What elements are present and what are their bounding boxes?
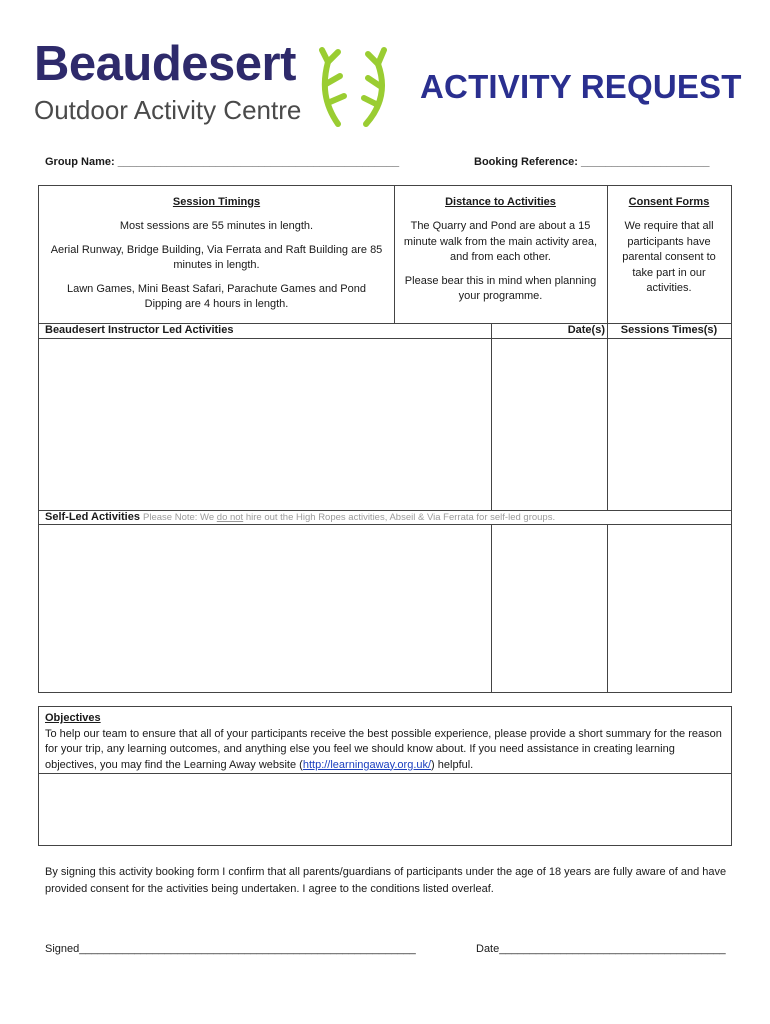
distance-text: [399, 219, 602, 313]
self-led-dates-cell[interactable]: [492, 525, 607, 692]
consent-forms-text: We require that all participants have parental consent to take part in our activities.: [622, 220, 716, 294]
session-timings-p1: Most sessions are 55 minutes in length.: [119, 220, 314, 232]
group-name-field[interactable]: Group Name: ______________________________________________: [45, 156, 400, 168]
form-title: ACTIVITY REQUEST: [420, 68, 742, 105]
session-timings-text: [47, 219, 386, 321]
session-timings-p3: Lawn Games, Mini Beast Safari, Parachute Games and Pond Dipping are 4 hours in length.: [67, 282, 366, 310]
logo-subtitle: Outdoor Activity Centre: [34, 95, 302, 125]
distance-p1: The Quarry and Pond are about a 15 minute walk from the main activity area, and from each other.: [403, 220, 598, 263]
self-led-times-cell[interactable]: [608, 525, 731, 692]
self-led-heading-row: [45, 511, 555, 523]
consent-forms-heading: Consent Forms: [628, 196, 710, 208]
session-timings-p2: Aerial Runway, Bridge Building, Via Ferrata and Raft Building are 85 minutes in length.: [50, 243, 383, 271]
signature-field[interactable]: Signed_______________________________________________________: [45, 943, 416, 955]
objectives-heading: Objectives: [45, 712, 101, 724]
distance-p2: Please bear this in mind when planning your programme.: [404, 274, 597, 302]
objectives-text-end: ) helpful.: [431, 758, 474, 771]
logo-wordmark: Beaudesert: [34, 37, 296, 91]
self-led-note-suffix: hire out the High Ropes activities, Abseil & Via Ferrata for self-led groups.: [243, 512, 556, 523]
session-timings-heading: Session Timings: [172, 196, 261, 208]
dates-column-header: Date(s): [567, 324, 605, 336]
activities-table: [38, 185, 732, 693]
objectives-description: [45, 711, 727, 773]
distance-heading: Distance to Activities: [445, 196, 556, 208]
learning-away-link[interactable]: http://learningaway.org.uk/: [302, 758, 432, 771]
self-led-heading: Self-Led Activities: [45, 511, 140, 523]
self-led-note-emphasis: do not: [216, 512, 244, 523]
objectives-box: [38, 706, 732, 846]
instructor-times-cell[interactable]: [608, 339, 731, 510]
booking-reference-field[interactable]: Booking Reference: _____________________: [474, 156, 710, 168]
session-times-column-header: Sessions Times(s): [620, 324, 718, 336]
objectives-input-area[interactable]: [39, 774, 731, 845]
date-field[interactable]: Date_____________________________________: [476, 943, 726, 955]
instructor-dates-cell[interactable]: [492, 339, 607, 510]
self-led-activities-cell[interactable]: [39, 525, 491, 692]
consent-declaration: By signing this activity booking form I confirm that all parents/guardians of participants under the age of 18 years are fully aware of and have provided consent for the activities being undertaken. I agree to the conditions listed overleaf.: [45, 866, 727, 895]
self-led-note-prefix: Please Note: We: [143, 512, 217, 523]
objectives-text: To help our team to ensure that all of your participants receive the best possible experience, please provide a short summary for the reason for your trip, any learning outcomes, and anything else you feel we should know about. If you need assistance in creating learning objectives, you may find the Learning Away website (: [45, 727, 722, 771]
instructor-led-heading: Beaudesert Instructor Led Activities: [45, 324, 234, 336]
instructor-activities-cell[interactable]: [39, 339, 491, 510]
antler-logo-icon: [318, 44, 390, 128]
